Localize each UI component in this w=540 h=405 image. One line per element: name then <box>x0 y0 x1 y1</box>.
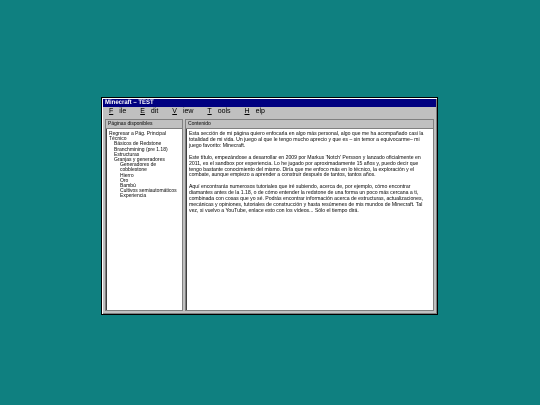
content-paragraph: Este título, empezándose a desarrollar en 2009 por Markus 'Notch' Persson y lanzado oficialmente en 2011, es el sandbox por experiencia. Lo he jugado por aproximadamente 15 años y, puedo decir que tengo bastante conocimiento del mismo. Diría que me enfoco más en lo técnico, la exploración y el combate, aunque empiezo a aprender a construir después de tantos, tantos años. <box>189 154 421 179</box>
tree-item-cobblestone-generators[interactable]: Generadores de <box>120 162 157 169</box>
tree-item-experiencia[interactable]: Experiencia <box>120 193 147 200</box>
pages-panel <box>105 119 183 311</box>
page-tree <box>106 129 182 200</box>
tree-item-redstone-basics[interactable]: Básicos de Redstone <box>114 141 162 148</box>
app-window <box>101 97 438 315</box>
tree-item-branchmining[interactable]: Branchmining (pre 1.18) <box>114 146 168 153</box>
content-panel-header: Contenido <box>186 120 433 129</box>
menu-tools[interactable]: T ools <box>207 108 231 115</box>
menu-bar <box>103 107 436 117</box>
tree-item-hierro[interactable]: Hierro <box>120 172 134 179</box>
tree-item-cobblestone-generators-cont[interactable]: cobblestone <box>120 167 147 174</box>
tree-item-oro[interactable]: Oro <box>120 177 129 184</box>
menu-edit[interactable]: E dit <box>140 108 159 115</box>
content-paragraph: Aquí encontrarás numerosos tutoriales que iré subiendo, acerca de, por ejemplo, cómo encontrar diamantes antes de la 1.18, o de cómo entender la redstone de una forma un poco más cercana a ti, combinada con cosas que yo sé. Podrás encontrar información acerca de estructuras, actualizaciones, mecánicas y opiniones, tutoriales de construcción y hasta resúmenes de mis mundos de Minecraft. Tal vez, si vuelvo a YouTube, enlace esto con los vídeos... Sólo el tiempo dirá. <box>189 184 424 214</box>
window-title: Minecraft – TEST <box>103 99 436 107</box>
tree-item-home[interactable]: Regresar a Pág. Principal <box>109 131 166 137</box>
content-body <box>186 129 433 215</box>
tree-item-cultivos[interactable]: Cultivos semiautomáticos <box>120 188 177 195</box>
menu-view[interactable]: V iew <box>172 108 194 115</box>
tree-item-bambu[interactable]: Bambú <box>120 183 136 190</box>
tree-item-tecnico[interactable]: Técnico <box>109 136 127 143</box>
tree-item-granjas[interactable]: Granjas y generadores <box>114 157 165 164</box>
content-paragraph: Esta sección de mi página quiero enfocarla en algo más personal, algo que me ha acompañado casi la totalidad de mi vida. Un juego al que le tengo mucho aprecio y que es – sin temor a equivocarme– mi juego favorito: Minecraft. <box>189 131 424 149</box>
menu-file[interactable]: F ile <box>109 108 127 115</box>
pages-panel-header: Páginas disponibles <box>106 120 182 129</box>
tree-item-estructuras[interactable]: Estructuras <box>114 151 140 158</box>
content-panel <box>185 119 434 311</box>
menu-help[interactable]: H elp <box>244 108 265 115</box>
